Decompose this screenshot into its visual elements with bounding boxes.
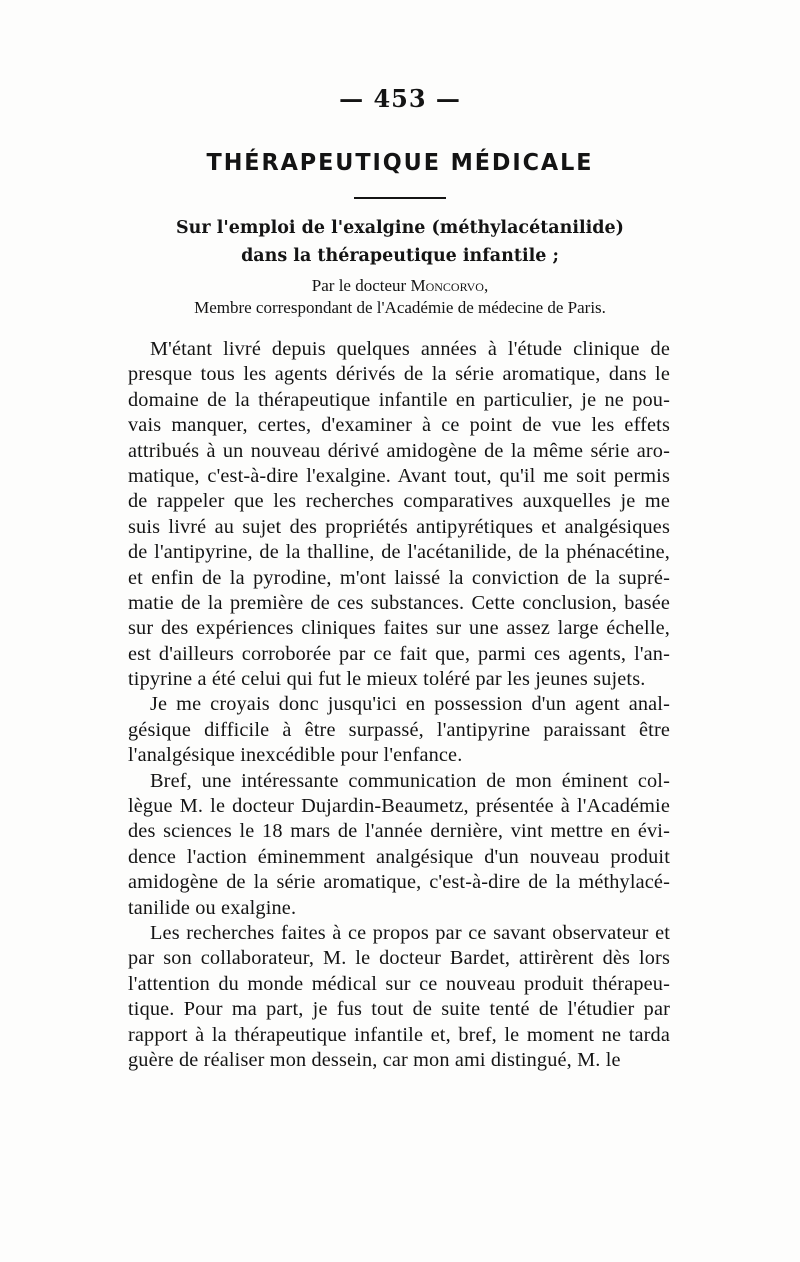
text-line: guère de réaliser mon dessein, car mon ami distingué, M. le — [128, 1048, 621, 1071]
author-line — [0, 275, 800, 297]
text-line: matie de la première de ces substances. Cette conclusion, basée — [128, 591, 670, 614]
byline-prefix: Par le docteur — [311, 276, 411, 295]
text-line: de l'antipyrine, de la thalline, de l'acétanilide, de la phénacétine, — [128, 541, 670, 564]
text-line: attribués à un nouveau dérivé amidogène de la même série aro- — [128, 439, 670, 462]
article-title-line: dans la thérapeutique infantile ; — [241, 246, 559, 266]
page-number: — 453 — — [339, 84, 461, 113]
text-line: tipyrine a été celui qui fut le mieux toléré par les jeunes sujets. — [128, 668, 646, 691]
text-line: des sciences le 18 mars de l'année dernière, vint mettre en évi- — [128, 820, 670, 843]
byline — [0, 275, 800, 319]
article-title — [0, 214, 800, 270]
text-line: tanilide ou exalgine. — [128, 896, 297, 919]
text-line: matique, c'est-à-dire l'exalgine. Avant tout, qu'il me soit permis — [128, 464, 670, 487]
text-line: vais manquer, certes, d'examiner à ce point de vue les effets — [128, 414, 670, 437]
paragraph — [128, 921, 670, 1073]
text-line: l'analgésique inexcédible pour l'enfance. — [128, 744, 463, 767]
text-line: dence l'action éminemment analgésique d'un nouveau produit — [128, 845, 670, 868]
text-line: amidogène de la série aromatique, c'est-à-dire de la méthylacé- — [128, 871, 670, 894]
author-affiliation: Membre correspondant de l'Académie de médecine de Paris. — [194, 298, 606, 317]
text-line: est d'ailleurs corroborée par ce fait que, parmi ces agents, l'an- — [128, 642, 670, 665]
text-line: tique. Pour ma part, je fus tout de suite tenté de l'étudier par — [128, 998, 670, 1021]
text-line: presque tous les agents dérivés de la série aromatique, dans le — [128, 363, 670, 386]
text-line: Je me croyais donc jusqu'ici en possession d'un agent anal- — [150, 693, 670, 716]
text-line: M'étant livré depuis quelques années à l'étude clinique de — [150, 338, 670, 360]
text-line: et enfin de la pyrodine, m'ont laissé la conviction de la supré- — [128, 566, 670, 589]
paragraph — [128, 769, 670, 921]
text-line: domaine de la thérapeutique infantile en particulier, je ne pou- — [128, 388, 670, 411]
text-line: rapport à la thérapeutique infantile et, bref, le moment ne tarda — [128, 1023, 670, 1046]
section-title: THÉRAPEUTIQUE MÉDICALE — [206, 150, 594, 176]
author-name: Moncorvo, — [410, 276, 489, 295]
text-line: lègue M. le docteur Dujardin-Beaumetz, présentée à l'Académie — [128, 795, 670, 818]
paragraph — [128, 692, 670, 768]
paragraph — [128, 337, 670, 692]
article-title-line: Sur l'emploi de l'exalgine (méthylacétanilide) — [176, 218, 624, 238]
text-line: sur des expériences cliniques faites sur une assez large échelle, — [128, 617, 670, 640]
text-line: de rappeler que les recherches comparatives auxquelles je me — [128, 490, 670, 513]
text-line: par son collaborateur, M. le docteur Bardet, attirèrent dès lors — [128, 947, 670, 970]
text-line: l'attention du monde médical sur ce nouveau produit thérapeu- — [128, 972, 670, 995]
title-divider — [354, 197, 446, 199]
article-body — [128, 337, 670, 1073]
text-line: gésique difficile à être surpassé, l'antipyrine paraissant être — [128, 718, 670, 741]
text-line: suis livré au sujet des propriétés antipyrétiques et analgésiques — [128, 515, 670, 538]
text-line: Les recherches faites à ce propos par ce savant observateur et — [150, 921, 670, 944]
text-line: Bref, une intéressante communication de mon éminent col- — [150, 769, 670, 792]
